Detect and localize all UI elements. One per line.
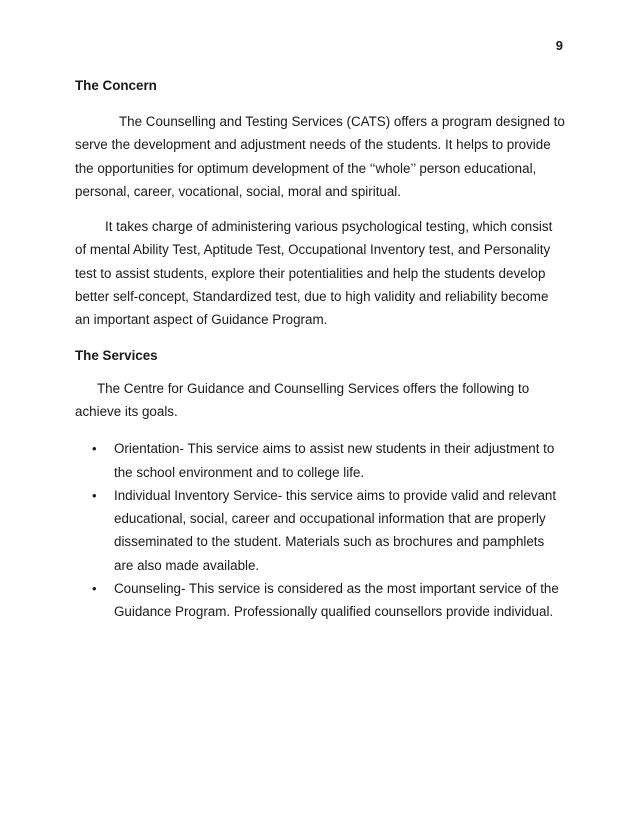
bullet-icon: • (92, 581, 97, 597)
list-item (92, 577, 565, 624)
page-content (75, 76, 565, 624)
list-item-text: Individual Inventory Service- this service aims to provide valid and relevant educational, social, career and occupational information that are properly disseminated to the student. Materials such as brochures and pamphlets are also made available. (114, 487, 557, 573)
services-list (75, 437, 565, 623)
list-item (92, 437, 565, 484)
concern-paragraph-2: It takes charge of administering various psychological testing, which consist of mental Ability Test, Aptitude Test, Occupational Inventory test, and Personality test to assist students, explore their potentialities and help the students develop better self-concept, Standardized test, due to high validity and reliability become an important aspect of Guidance Program. (75, 219, 553, 328)
list-item-text: Orientation- This service aims to assist new students in their adjustment to the school environment and to college life. (114, 441, 555, 480)
list-item-text: Counseling- This service is considered as the most important service of the Guidance Program. Professionally qualified counsellors provide individual. (114, 581, 559, 620)
bullet-icon: • (92, 487, 97, 503)
concern-paragraph-1: The Counselling and Testing Services (CATS) offers a program designed to serve the development and adjustment needs of the students. It helps to provide the opportunities for optimum development of the ‘‘whole’’ person educational, personal, career, vocational, social, moral and spiritual. (75, 114, 565, 199)
section-heading-concern: The Concern (75, 78, 157, 93)
page-number: 9 (555, 38, 563, 53)
section-heading-services: The Services (75, 347, 158, 363)
list-item (92, 484, 565, 577)
services-intro-paragraph: The Centre for Guidance and Counselling Services offers the following to achieve its goals. (75, 380, 530, 419)
bullet-icon: • (92, 441, 97, 457)
